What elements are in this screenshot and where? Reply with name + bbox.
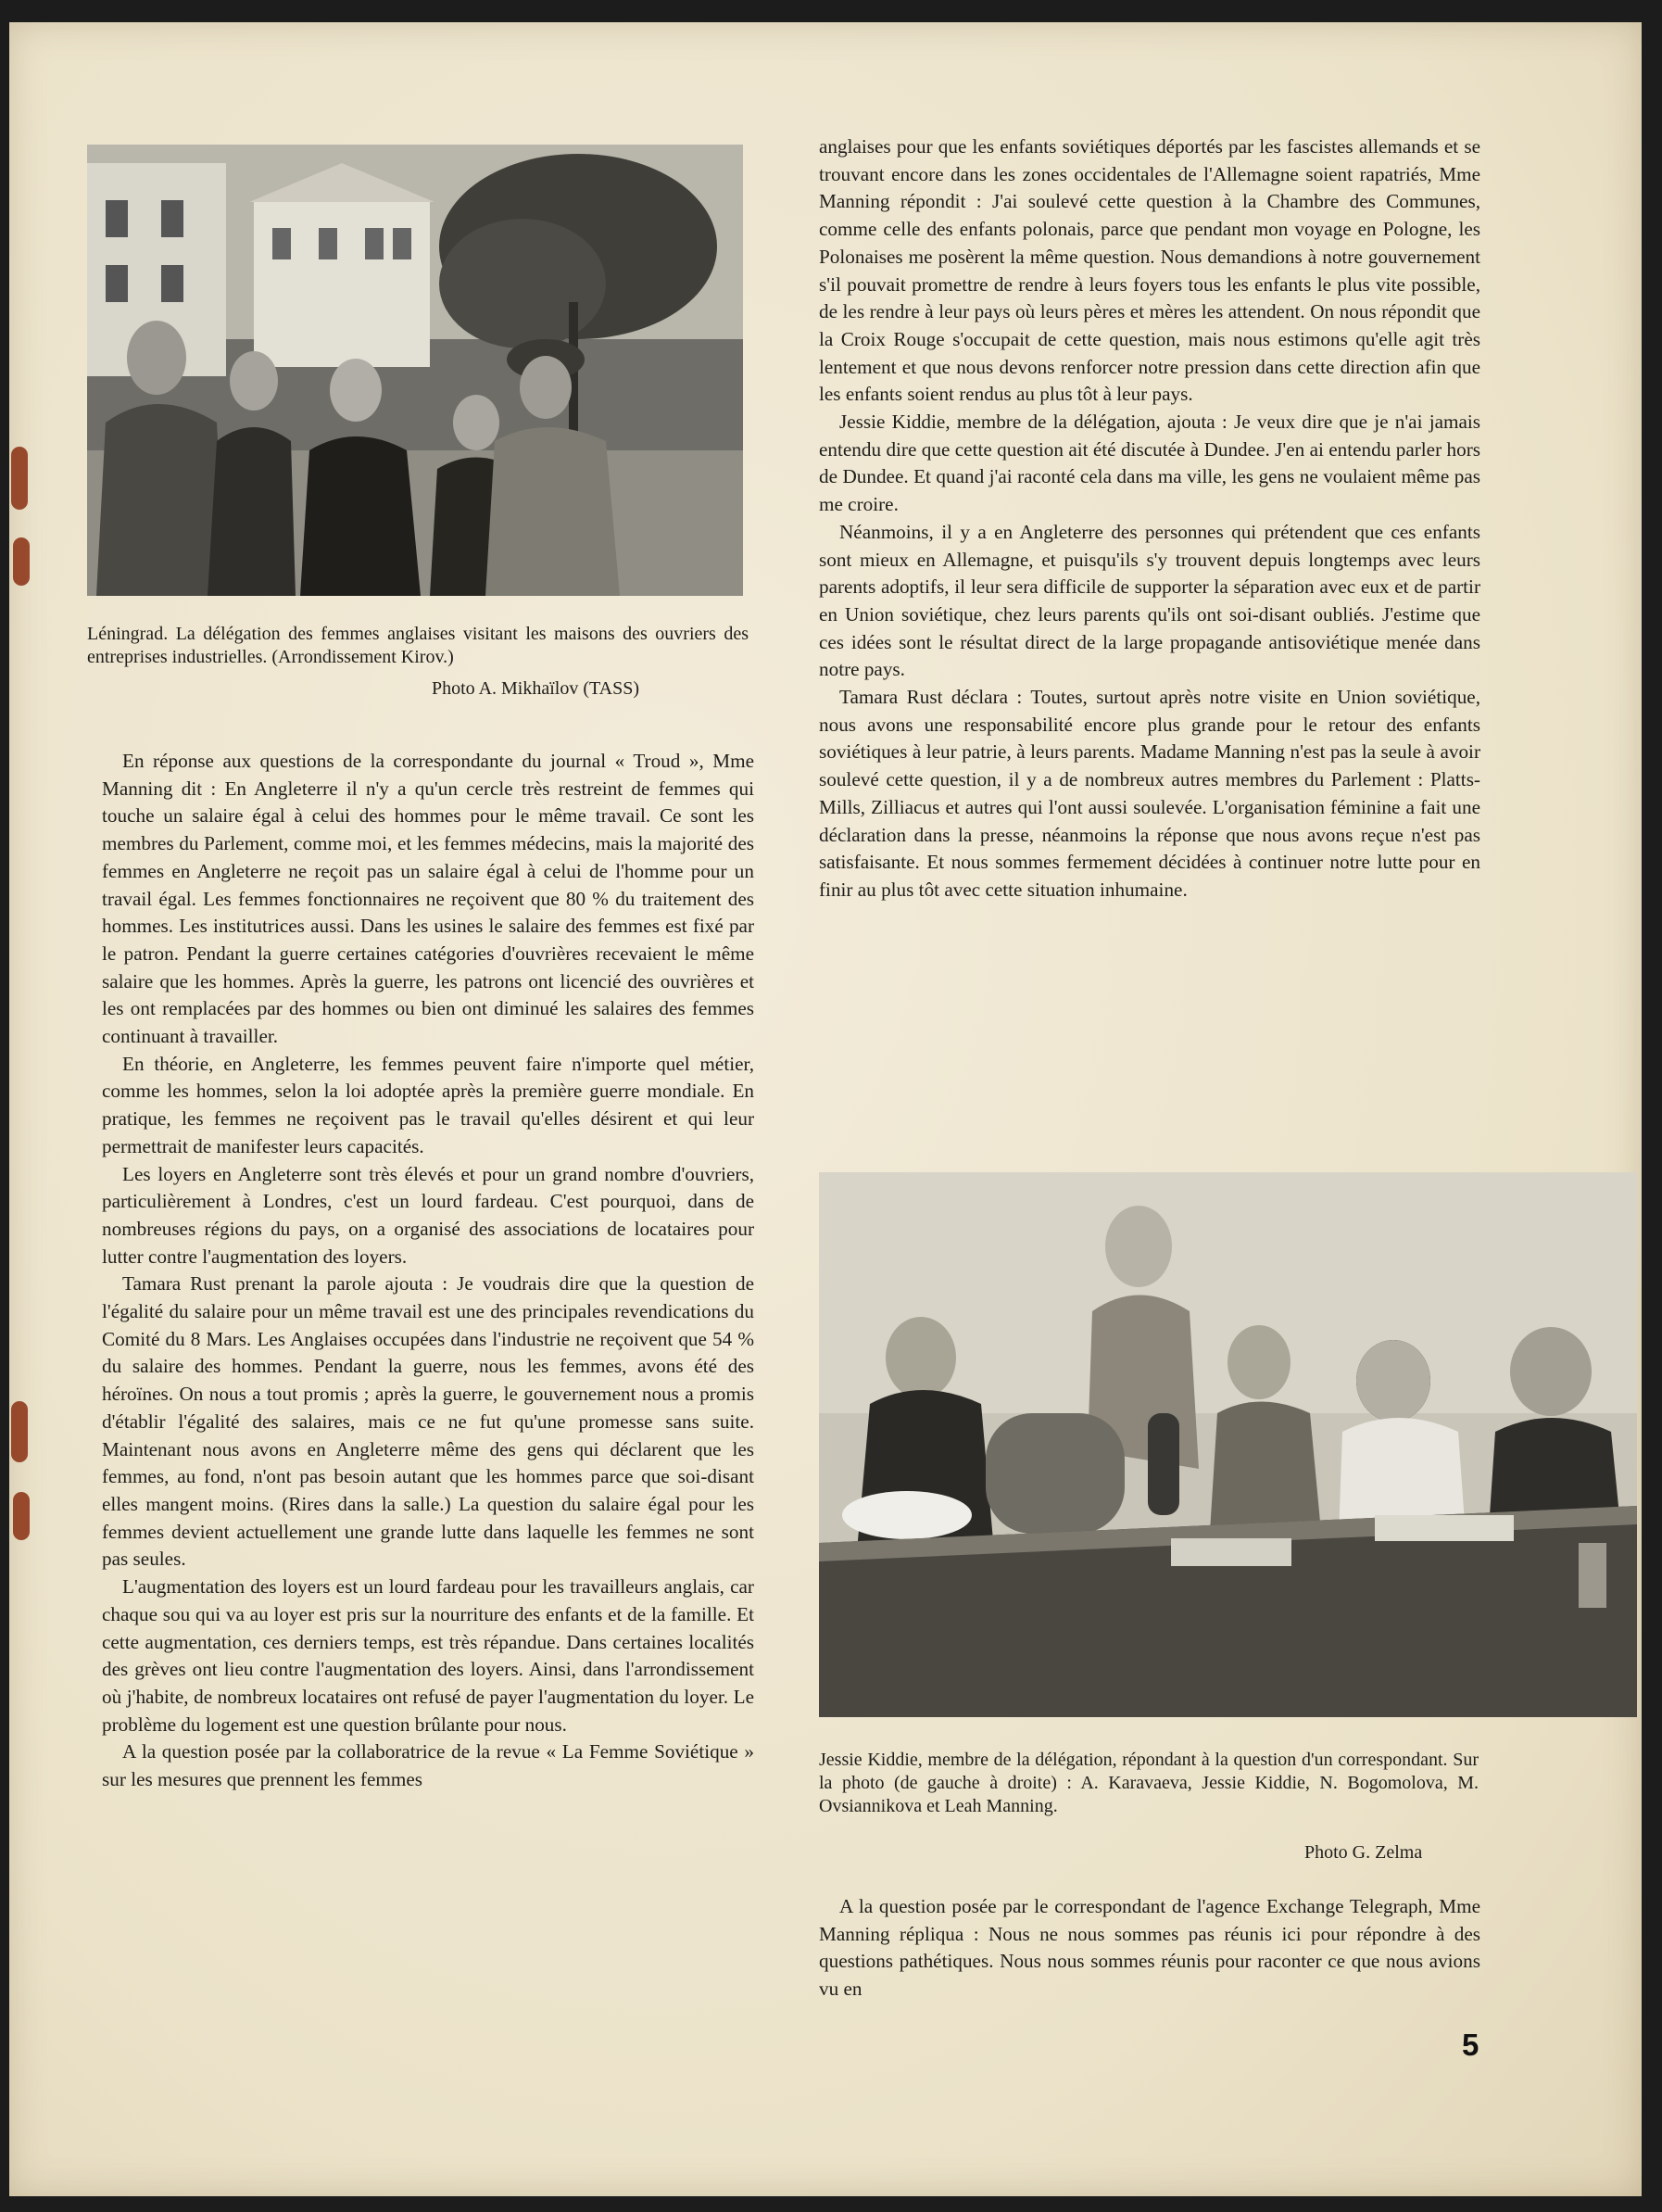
- paragraph: En réponse aux questions de la correspondante du journal « Troud », Mme Manning dit : En Angleterre il n'y a qu'un cercle très restreint de femmes qui touche un salaire égal à celui des hommes pour le même travail. Ce sont les membres du Parlement, comme moi, et les femmes médecins, mais la majorité des femmes en Angleterre ne reçoit pas un salaire égal à celui de l'homme pour un travail égal. Les femmes fonctionnaires ne reçoivent que 80 % du traitement des hommes. Les institutrices aussi. Dans les usines le salaire des femmes est fixé par le patron. Pendant la guerre certaines catégories d'ouvrières recevaient le même salaire que les hommes. Après la guerre, les patrons ont licencié des ouvrières et les ont remplacées par des hommes ou bien ont diminué les salaires des femmes continuant à travailler.: [102, 750, 754, 1048]
- paragraph: Tamara Rust prenant la parole ajouta : Je voudrais dire que la question de l'égalité du salaire pour un même travail est une des principales revendications du Comité du 8 Mars. Les Anglaises occupées dans l'industrie ne reçoivent que 54 % du salaire des hommes. Pendant la guerre, nous les femmes, avons été des héroïnes. On nous a tout promis ; après la guerre, le gouvernement nous a promis d'établir l'égalité des salaires, mais ce ne fut qu'une promesse sans suite. Maintenant nous avons en Angleterre même des gens qui déclarent que les femmes, au fond, n'ont pas besoin autant que les hommes parce que soi-disant elles mangent moins. (Rires dans la salle.) La question du salaire égal pour les femmes devient actuellement une grande lutte dans laquelle les femmes ne sont pas seules.: [102, 1272, 754, 1571]
- paragraph: A la question posée par la collaboratrice de la revue « La Femme Soviétique » sur les mesures que prennent les femmes: [102, 1740, 754, 1791]
- paragraph: L'augmentation des loyers est un lourd fardeau pour les travailleurs anglais, car chaque sou qui va au loyer est pris sur la nourriture des enfants et de la famille. Et cette augmentation, ces derniers temps, est très répandue. Dans certaines localités des grèves ont lieu contre l'augmentation des loyers. Ainsi, dans l'arrondissement où j'habite, de nombreux locataires ont refusé de payer l'augmentation du loyer. Le problème du logement est une question brûlante pour nous.: [102, 1575, 754, 1736]
- photo-leningrad-delegation: [87, 145, 743, 596]
- photo-top-credit: Photo A. Mikhaïlov (TASS): [432, 678, 639, 699]
- right-column-text-bottom: [819, 1893, 1480, 2003]
- photo-top-caption: Léningrad. La délégation des femmes anglaises visitant les maisons des ouvriers des entreprises industrielles. (Arrondissement Kirov.): [87, 624, 749, 667]
- right-column-text-top: [819, 133, 1480, 904]
- photo-image: [87, 145, 743, 596]
- paper-stain: [13, 537, 30, 586]
- photo-bottom-credit: Photo G. Zelma: [1304, 1842, 1423, 1863]
- paragraph: A la question posée par le correspondant de l'agence Exchange Telegraph, Mme Manning répliqua : Nous ne nous sommes pas réunis ici pour répondre à des questions pathétiques. Nous nous sommes réunis pour raconter ce que nous avions vu en: [819, 1895, 1480, 2001]
- page-number: 5: [1462, 2028, 1479, 2062]
- paragraph: En théorie, en Angleterre, les femmes peuvent faire n'importe quel métier, comme les hommes, selon la loi adoptée après la première guerre mondiale. En pratique, les femmes ne reçoivent pas le travail qu'elles désirent et qui leur permettrait de manifester leurs capacités.: [102, 1052, 754, 1157]
- paragraph: anglaises pour que les enfants soviétiques déportés par les fascistes allemands et se trouvant encore dans les zones occidentales de l'Allemagne soient rapatriés, Mme Manning répondit : J'ai soulevé cette question à la Chambre des Communes, comme celle des enfants polonais, parce que pendant mon voyage en Pologne, les Polonaises me posèrent la même question. Nous demandions à notre gouvernement s'il pouvait promettre de rendre à leurs foyers tous les enfants le plus vite possible, de les rendre à leur pays où leurs pères et mères les attendent. On nous répondit que la Croix Rouge s'occupait de cette question, mais nous estimons qu'elle agit très lentement et que nous devons renforcer notre pression dans cette direction afin que les enfants soient rendus au plus tôt à leur pays.: [819, 135, 1480, 406]
- paragraph: Les loyers en Angleterre sont très élevés et pour un grand nombre d'ouvriers, particulièrement à Londres, c'est un lourd fardeau. C'est pourquoi, dans de nombreuses régions du pays, on a organisé des associations de locataires pour lutter contre l'augmentation des loyers.: [102, 1162, 754, 1268]
- paragraph: Néanmoins, il y a en Angleterre des personnes qui prétendent que ces enfants sont mieux en Allemagne, et puisqu'ils s'y trouvent depuis longtemps avec leurs parents adoptifs, il leur sera difficile de supporter la séparation avec eux et de partir en Union soviétique, chez leurs parents qu'ils ont soi-disant oubliés. J'estime que ces idées sont le résultat direct de la large propagande antisoviétique menée dans notre pays.: [819, 520, 1480, 681]
- paper-stain: [13, 1492, 30, 1540]
- photo-bottom-caption: Jessie Kiddie, membre de la délégation, répondant à la question d'un correspondant. Sur la photo (de gauche à droite) : A. Karavaeva, Jessie Kiddie, N. Bogomolova, M. Ovsiannikova et Leah Manning.: [819, 1750, 1479, 1816]
- photo-press-conference: [819, 1172, 1637, 1717]
- left-column-text: [102, 748, 754, 1794]
- paper-stain: [11, 1401, 28, 1462]
- photo-image: [819, 1172, 1637, 1717]
- paragraph: Tamara Rust déclara : Toutes, surtout après notre visite en Union soviétique, nous avons une responsabilité encore plus grande pour le retour des enfants soviétiques à leur patrie, à leurs parents. Madame Manning n'est pas la seule à avoir soulevé cette question, il y a de nombreux autres membres du Parlement : Platts-Mills, Zilliacus et autres qui l'ont aussi soulevée. L'organisation féminine a fait une déclaration dans la presse, néanmoins la réponse que nous avons reçue n'est pas satisfaisante. Et nous sommes fermement décidées à continuer notre lutte pour en finir au plus tôt avec cette situation inhumaine.: [819, 686, 1480, 901]
- paragraph: Jessie Kiddie, membre de la délégation, ajouta : Je veux dire que je n'ai jamais entendu dire que cette question ait été discutée à Dundee. J'en ai entendu parler hors de Dundee. Et quand j'ai raconté cela dans ma ville, les gens ne voulaient même pas me croire.: [819, 411, 1480, 516]
- paper-stain: [11, 447, 28, 510]
